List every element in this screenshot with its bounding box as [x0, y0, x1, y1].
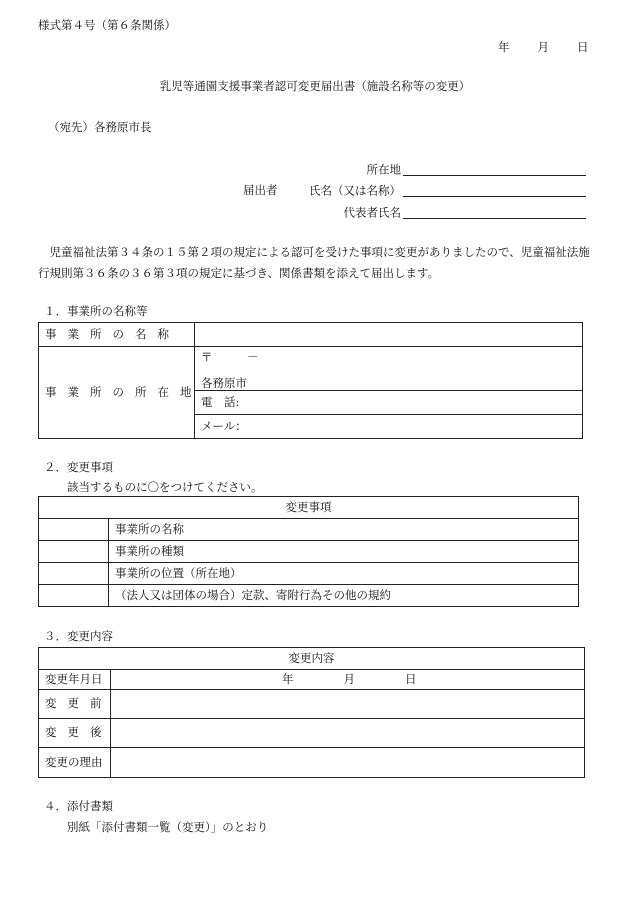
- change-items-header: 変更事項: [39, 497, 579, 519]
- before-cell[interactable]: [111, 690, 585, 719]
- form-number: 様式第４号（第６条関係）: [38, 18, 176, 32]
- facility-table: [38, 322, 583, 439]
- after-label: 変更後: [39, 719, 111, 748]
- change-date-month: 月: [343, 671, 355, 686]
- change-item-check[interactable]: [39, 519, 109, 541]
- city-label: 各務原市: [201, 375, 247, 390]
- section3-heading: ３．変更内容: [44, 629, 113, 643]
- section2-instruction: 該当するものに〇をつけてください。: [67, 480, 263, 494]
- change-item-label: 事業所の位置（所在地）: [109, 563, 579, 585]
- facility-name-cell[interactable]: [195, 323, 583, 347]
- phone-cell[interactable]: 電 話:: [195, 391, 583, 415]
- applicant-name-field[interactable]: [403, 185, 586, 197]
- applicant-address-row: [367, 164, 587, 176]
- section1-heading: １．事業所の名称等: [44, 304, 148, 318]
- facility-name-label: 事業所の名称: [39, 323, 195, 347]
- addressee: （宛先）各務原市長: [48, 120, 152, 134]
- applicant-address-field[interactable]: [403, 164, 586, 176]
- change-date-year: 年: [282, 671, 294, 686]
- body-paragraph: 児童福祉法第３４条の１５第２項の規定による認可を受けた事項に変更がありましたので、児童福祉法施行規則第３６条の３６第３項の規定に基づき、関係書類を添えて届出します。: [38, 245, 590, 280]
- applicant-label: 届出者: [243, 183, 278, 197]
- change-item-label: 事業所の名称: [109, 519, 579, 541]
- representative-label: 代表者氏名: [343, 205, 401, 220]
- document-title: 乳児等通園支援事業者認可変更届出書（施設名称等の変更）: [159, 79, 471, 93]
- date-month-label: 月: [537, 40, 549, 54]
- change-date-cell[interactable]: [111, 670, 585, 690]
- change-item-check[interactable]: [39, 585, 109, 607]
- change-item-label: （法人又は団体の場合）定款、寄附行為その他の規約: [109, 585, 579, 607]
- date-year-label: 年: [498, 40, 510, 54]
- facility-address-cell[interactable]: [195, 347, 583, 391]
- change-date-day: 日: [405, 671, 417, 686]
- change-content-table: [38, 647, 585, 778]
- applicant-name-row: [309, 185, 586, 197]
- date-line: [498, 42, 589, 54]
- attachments-text: 別紙「添付書類一覧（変更）」のとおり: [67, 820, 269, 834]
- change-item-check[interactable]: [39, 541, 109, 563]
- reason-cell[interactable]: [111, 748, 585, 778]
- section2-heading: ２．変更事項: [44, 460, 113, 474]
- change-items-table: [38, 496, 579, 607]
- representative-field[interactable]: [403, 207, 586, 219]
- applicant-address-label: 所在地: [366, 162, 401, 177]
- email-cell[interactable]: メール：: [195, 415, 583, 439]
- representative-row: [344, 207, 587, 219]
- reason-label: 変更の理由: [39, 748, 111, 778]
- change-item-check[interactable]: [39, 563, 109, 585]
- change-content-header: 変更内容: [39, 648, 585, 670]
- after-cell[interactable]: [111, 719, 585, 748]
- applicant-name-label: 氏名（又は名称）: [309, 183, 401, 198]
- before-label: 変更前: [39, 690, 111, 719]
- change-date-label: 変更年月日: [39, 670, 111, 690]
- section4-heading: ４．添付書類: [44, 799, 113, 813]
- facility-location-label: 事業所の所在地: [39, 347, 195, 439]
- change-item-label: 事業所の種類: [109, 541, 579, 563]
- postal-code-label: 〒 －: [201, 350, 259, 364]
- date-day-label: 日: [577, 40, 589, 54]
